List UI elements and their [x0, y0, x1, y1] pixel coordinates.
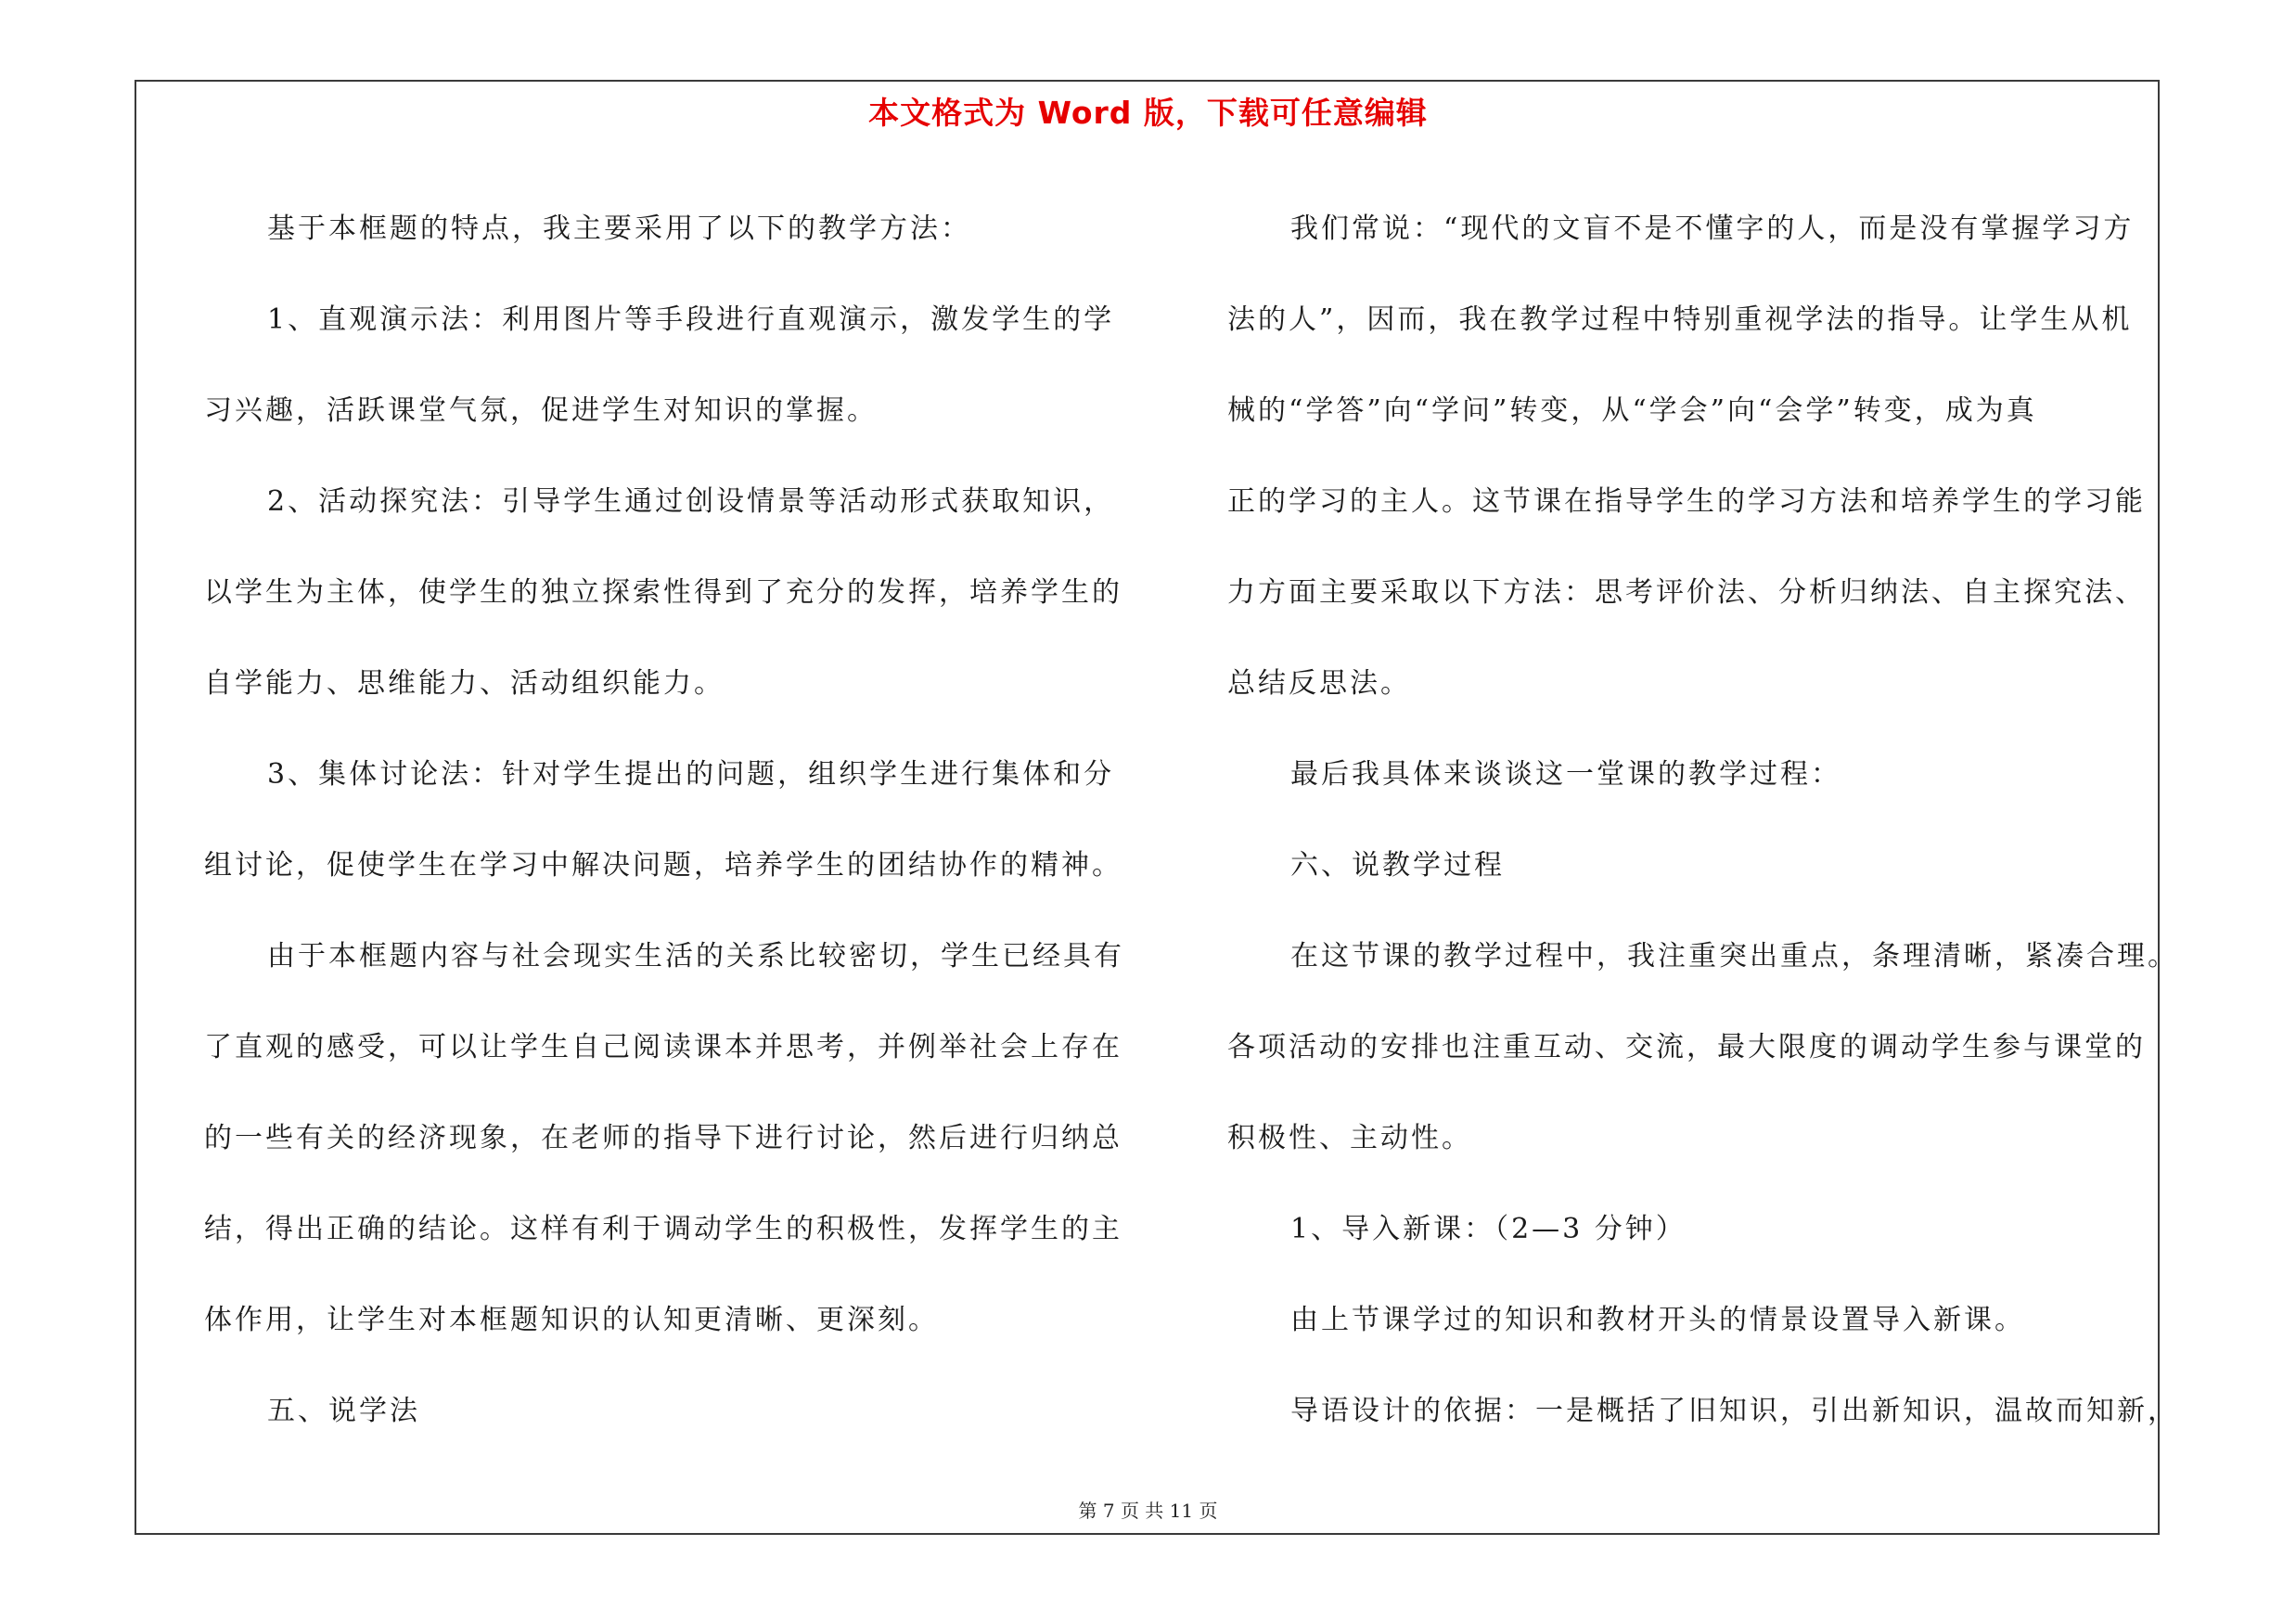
right-line: 总结反思法。	[1227, 667, 1411, 700]
left-line: 1、直观演示法：利用图片等手段进行直观演示，激发学生的学	[267, 303, 1115, 336]
left-line: 2、活动探究法：引导学生通过创设情景等活动形式获取知识，	[267, 485, 1115, 518]
left-line: 自学能力、思维能力、活动组织能力。	[204, 667, 725, 700]
left-line: 基于本框题的特点，我主要采用了以下的教学方法：	[267, 213, 971, 245]
right-line: 最后我具体来谈谈这一堂课的教学过程：	[1290, 758, 1841, 791]
right-line: 法的人”，因而，我在教学过程中特别重视学法的指导。让学生从机	[1227, 303, 2133, 336]
right-line: 由上节课学过的知识和教材开头的情景设置导入新课。	[1290, 1304, 2025, 1336]
left-line: 3、集体讨论法：针对学生提出的问题，组织学生进行集体和分	[267, 758, 1115, 791]
right-line: 各项活动的安排也注重互动、交流，最大限度的调动学生参与课堂的	[1227, 1031, 2146, 1063]
left-line: 结，得出正确的结论。这样有利于调动学生的积极性，发挥学生的主	[204, 1213, 1122, 1245]
left-line: 以学生为主体，使学生的独立探索性得到了充分的发挥，培养学生的	[204, 576, 1122, 609]
right-line: 正的学习的主人。这节课在指导学生的学习方法和培养学生的学习能	[1227, 485, 2146, 518]
left-line: 组讨论，促使学生在学习中解决问题，培养学生的团结协作的精神。	[204, 849, 1122, 882]
left-line: 了直观的感受，可以让学生自己阅读课本并思考，并例举社会上存在	[204, 1031, 1122, 1063]
right-line: 我们常说：“现代的文盲不是不懂字的人，而是没有掌握学习方	[1290, 213, 2135, 245]
right-line: 械的“学答”向“学问”转变，从“学会”向“会学”转变，成为真	[1227, 394, 2037, 427]
right-line: 积极性、主动性。	[1227, 1122, 1472, 1154]
right-line: 导语设计的依据：一是概括了旧知识，引出新知识，温故而知新，	[1290, 1395, 2178, 1427]
right-column	[1227, 184, 2178, 1457]
page-number: 第 7 页 共 11 页	[1078, 1500, 1218, 1522]
right-line: 1、导入新课：（2—3 分钟）	[1290, 1213, 1687, 1245]
format-banner: 本文格式为 Word 版，下载可任意编辑	[868, 95, 1428, 131]
left-line: 体作用，让学生对本框题知识的认知更清晰、更深刻。	[204, 1304, 939, 1336]
left-column	[204, 184, 1146, 1457]
left-line: 由于本框题内容与社会现实生活的关系比较密切，学生已经具有	[267, 940, 1124, 973]
right-line: 六、说教学过程	[1290, 849, 1505, 882]
right-line: 在这节课的教学过程中，我注重突出重点，条理清晰，紧凑合理。	[1290, 940, 2178, 973]
left-line: 习兴趣，活跃课堂气氛，促进学生对知识的掌握。	[204, 394, 878, 427]
right-line: 力方面主要采取以下方法：思考评价法、分析归纳法、自主探究法、	[1227, 576, 2146, 609]
left-line: 五、说学法	[267, 1395, 420, 1427]
left-line: 的一些有关的经济现象，在老师的指导下进行讨论，然后进行归纳总	[204, 1122, 1122, 1154]
